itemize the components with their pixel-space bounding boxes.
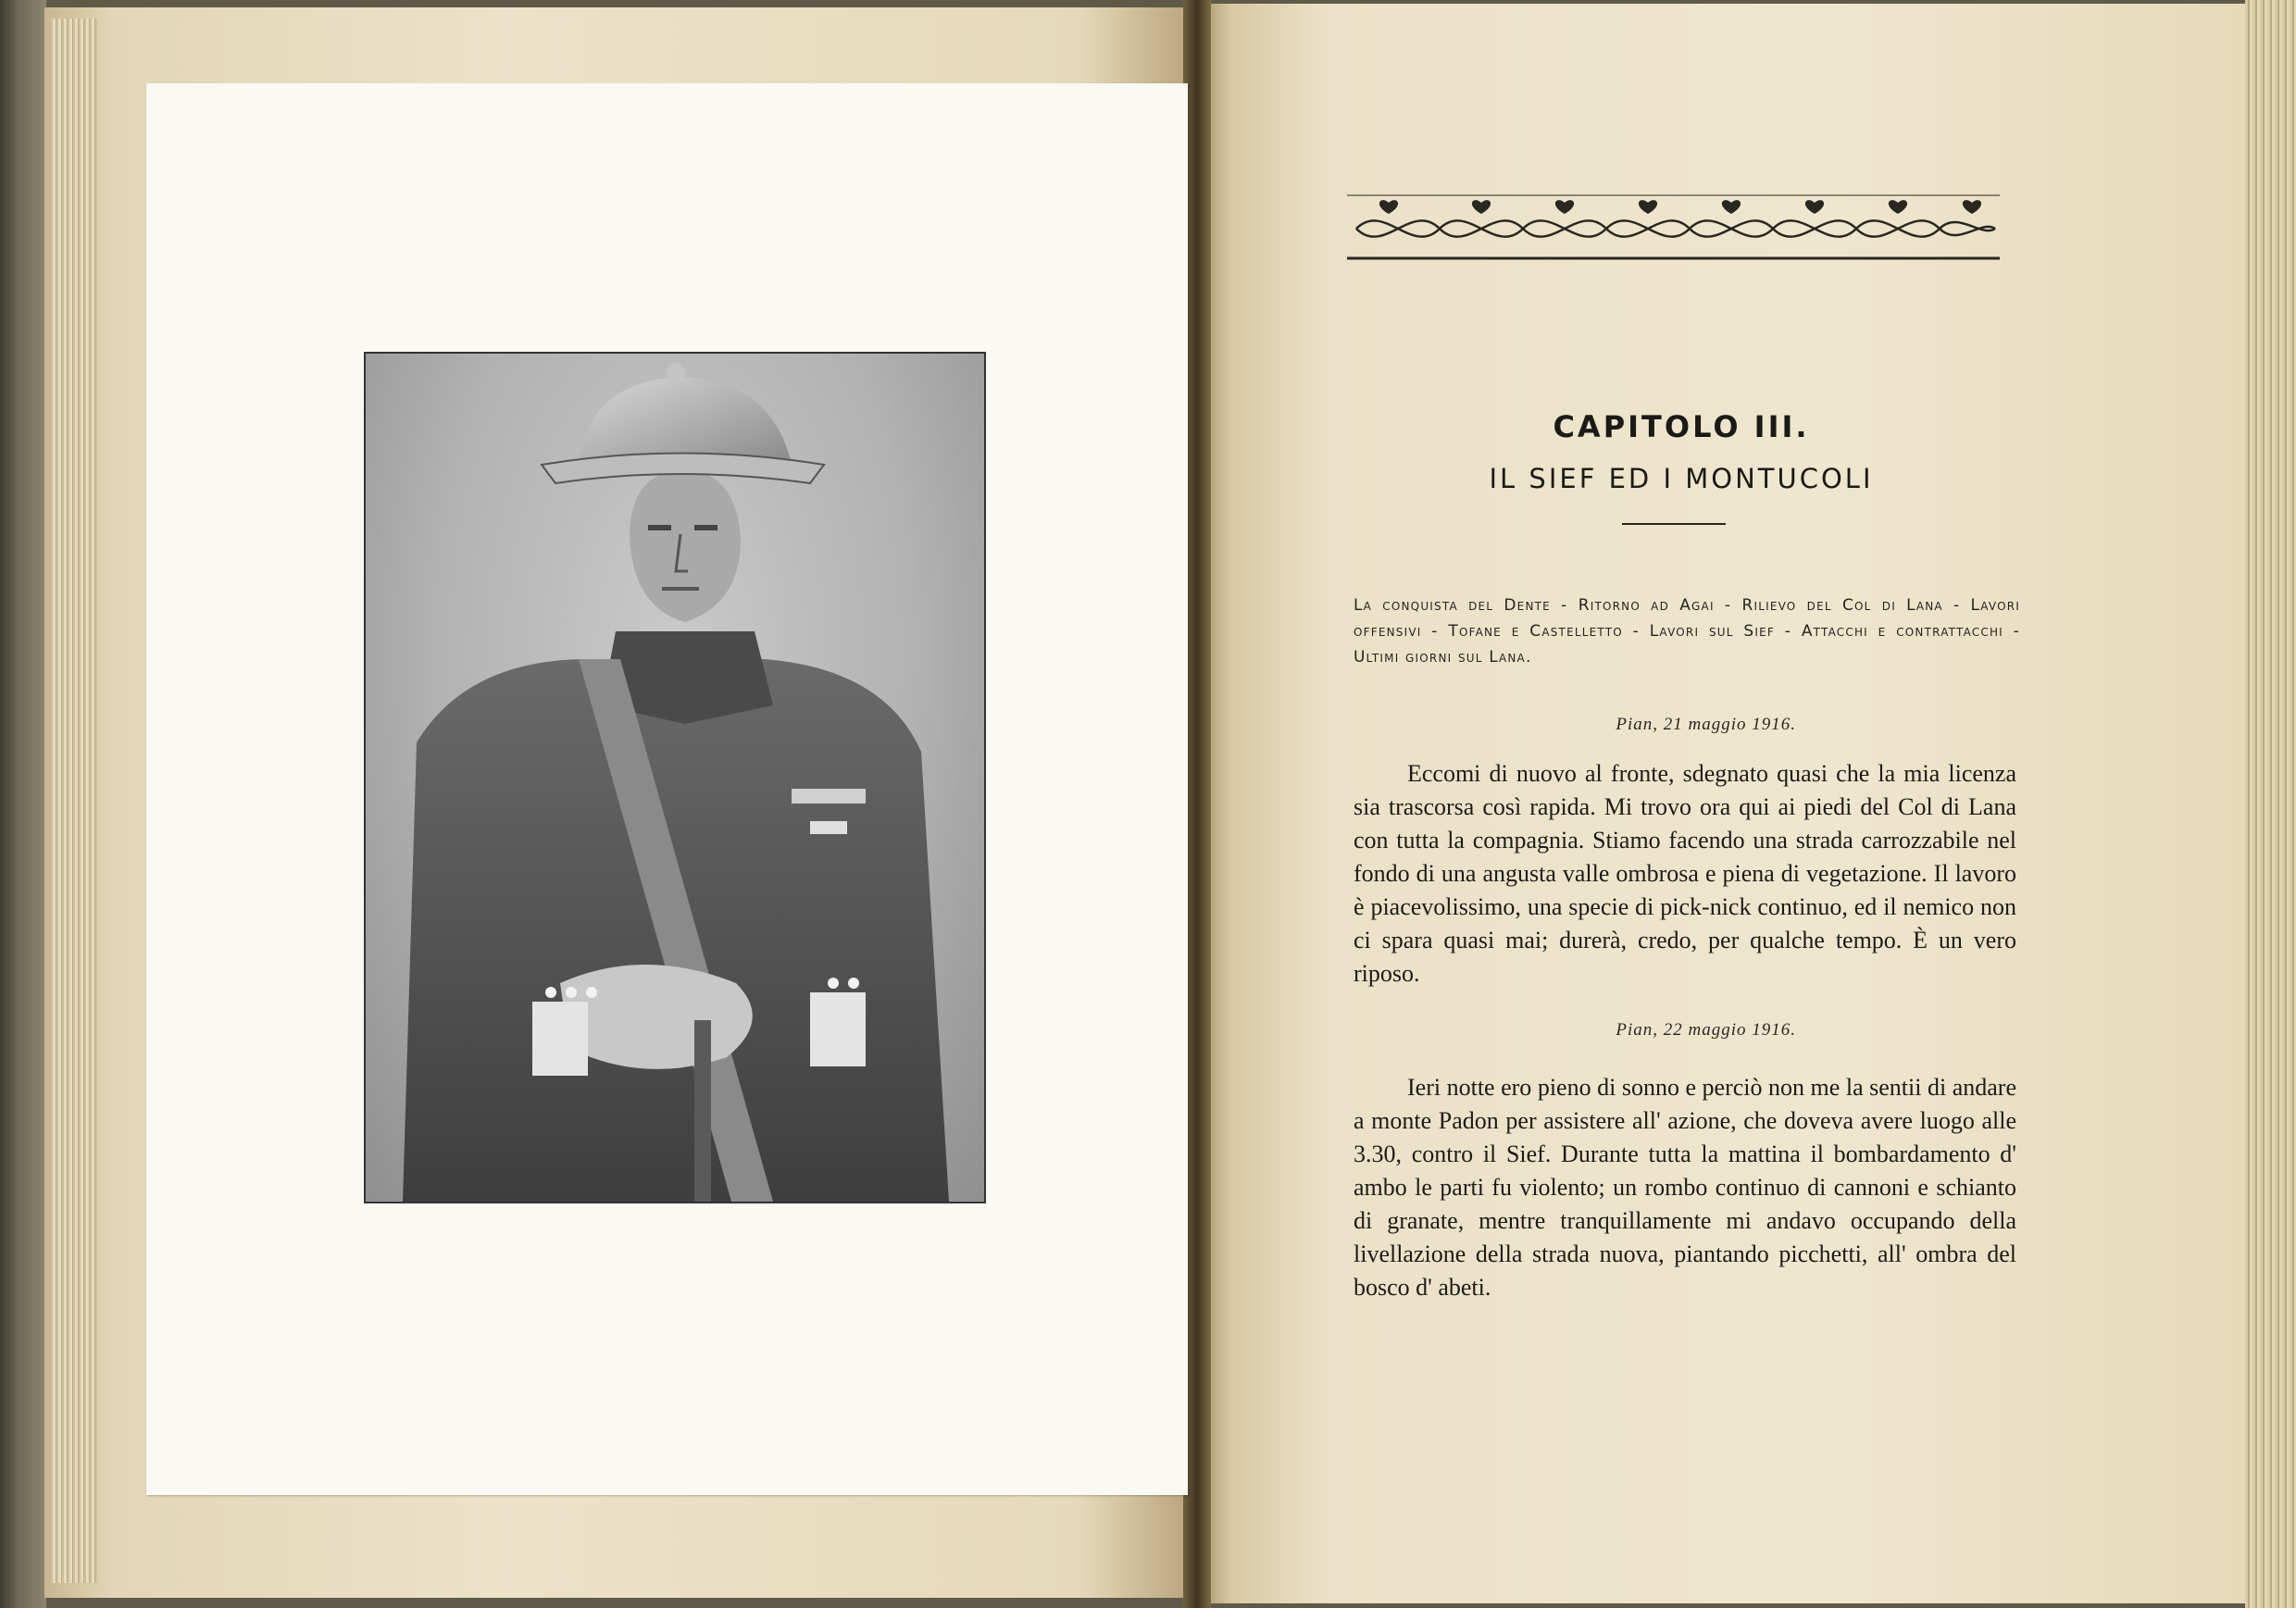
right-page-edges bbox=[2245, 0, 2296, 1608]
entry-text: Ieri notte ero pieno di sonno e perciò non me la sentii di andare a monte Padon per assistere all' azione, che doveva avere luogo alle 3.30, contro il Sief. Durante tutta la mattina il bombardamento d' ambo le parti fu violento; un rombo continuo di cannoni e schianto di granate, mentre tranquillamente mi andavo occupando della livellazione della strada nuova, piantando picchetti, all' ombra del bosco d' abeti. bbox=[1354, 1074, 2016, 1301]
book-cover-edge-left bbox=[0, 0, 46, 1608]
entry-text: Eccomi di nuovo al fronte, sdegnato quasi che la mia licenza sia trascorsa così rapida. Mi trovo ora qui ai piedi del Col di Lana con tutta la compagnia. Stiamo facendo una strada carrozzabile nel fondo di una angusta valle ombrosa e piena di vegetazione. Il lavoro è piacevolissimo, una specie di pick-nick continuo, ed il nemico non ci spara quasi mai; durerà, credo, per qualche tempo. È un vero riposo. bbox=[1354, 760, 2016, 987]
soldier-portrait-photo bbox=[364, 352, 986, 1203]
chapter-title: IL SIEF ED I MONTUCOLI bbox=[1489, 463, 1874, 494]
entry-date: Pian, 22 maggio 1916. bbox=[1616, 1020, 1796, 1040]
entry-date: Pian, 21 maggio 1916. bbox=[1616, 715, 1796, 734]
soldier-portrait-illustration bbox=[366, 354, 984, 1202]
chapter-label: CAPITOLO III. bbox=[1553, 409, 1810, 444]
left-page-edges bbox=[51, 19, 97, 1583]
chapter-summary: La conquista del Dente - Ritorno ad Agai - Rilievo del Col di Lana - Lavori offensivi - Tofane e Castelletto - Lavori sul Sief - Attacchi e contrattacchi - Ultimi giorni sul Lana. bbox=[1354, 596, 2020, 667]
chapter-divider bbox=[1622, 523, 1726, 525]
entry-paragraph bbox=[1354, 757, 2016, 991]
decorative-header-ornament bbox=[1347, 192, 2000, 262]
entry-paragraph bbox=[1354, 1071, 2016, 1304]
